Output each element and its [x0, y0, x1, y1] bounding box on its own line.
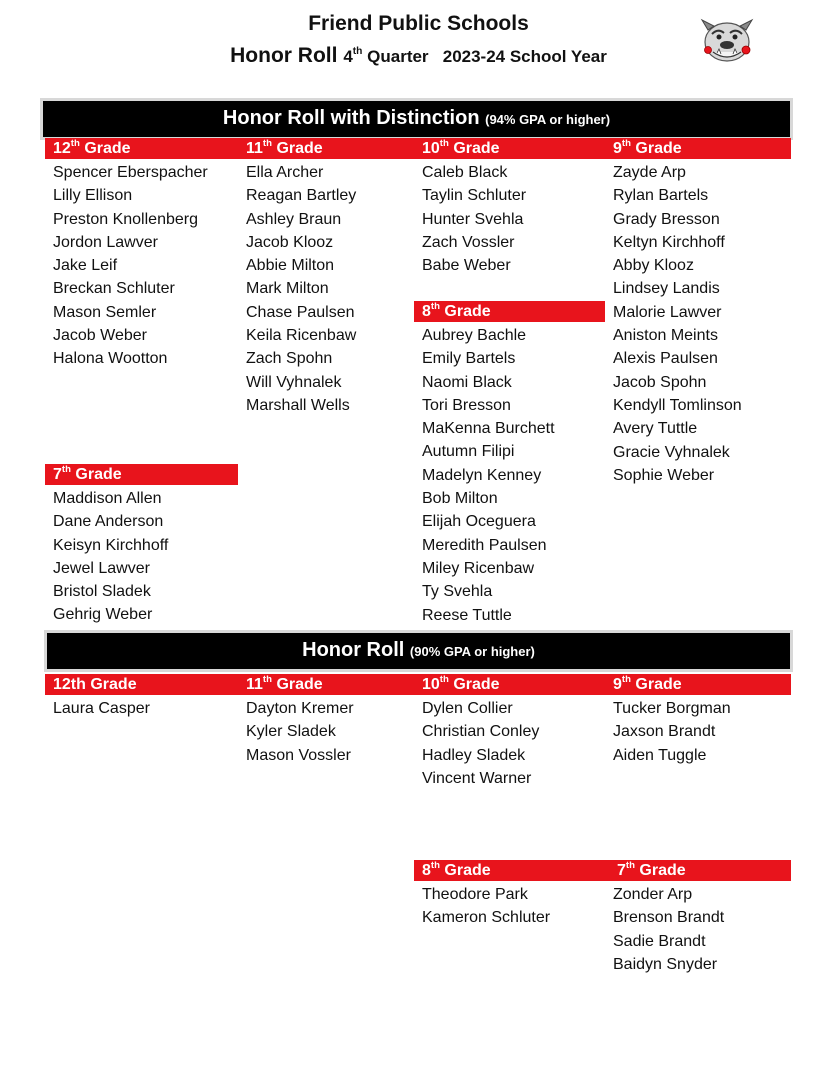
student-name: Abbie Milton — [246, 257, 335, 275]
distinction-banner — [43, 101, 790, 137]
distinction-grade-8-header: 8th Grade — [414, 301, 605, 322]
student-name: Zach Spohn — [246, 350, 333, 368]
student-name: Tucker Borgman — [613, 700, 731, 717]
student-name: Autumn Filipi — [422, 443, 515, 461]
student-name: Meredith Paulsen — [422, 536, 547, 554]
student-name: Kameron Schluter — [422, 909, 551, 927]
honor-grade-7-list — [613, 883, 724, 976]
student-name: Vincent Warner — [422, 769, 532, 787]
student-name: Marshall Wells — [246, 396, 350, 414]
distinction-grade-12-header: 12th Grade — [45, 138, 238, 159]
distinction-grade-12-list — [53, 161, 208, 371]
student-name: Aubrey Bachle — [422, 327, 527, 344]
student-name: Gehrig Weber — [53, 606, 153, 624]
student-name: Zayde Arp — [613, 164, 686, 181]
student-name: Gracie Vyhnalek — [613, 443, 730, 461]
honor-grade-8-list — [422, 883, 550, 930]
student-name: Reese Tuttle — [422, 606, 512, 624]
student-name: Babe Weber — [422, 257, 511, 275]
honor-grade-12-header: 12th Grade — [45, 674, 238, 695]
student-name: Dane Anderson — [53, 513, 164, 531]
title-main: Honor Roll — [230, 44, 338, 67]
student-name: Mason Vossler — [246, 746, 351, 764]
student-name: Reagan Bartley — [246, 187, 357, 205]
student-name: Preston Knollenberg — [53, 210, 198, 228]
student-name: Keisyn Kirchhoff — [53, 536, 169, 554]
honor-grade-7-header: 7th Grade — [605, 860, 791, 881]
student-name: Tori Bresson — [422, 396, 511, 414]
student-name: Madelyn Kenney — [422, 466, 542, 484]
student-name: Jewel Lawver — [53, 559, 150, 577]
school-name: Friend Public Schools — [308, 12, 529, 35]
quarter-word: Quarter — [367, 47, 429, 66]
student-name: Aiden Tuggle — [613, 746, 707, 764]
student-name: Brenson Brandt — [613, 909, 725, 927]
student-name: Will Vyhnalek — [246, 373, 342, 391]
student-name: Bob Milton — [422, 490, 498, 508]
student-name: Aniston Meints — [613, 327, 718, 345]
student-name: Dayton Kremer — [246, 700, 354, 717]
student-name: Sophie Weber — [613, 466, 715, 484]
distinction-grade-8-list — [422, 324, 555, 627]
honor-grade-8-header: 8th Grade — [414, 860, 605, 881]
student-name: Zach Vossler — [422, 233, 515, 251]
distinction-banner-title: Honor Roll with Distinction — [222, 107, 480, 129]
student-name: Hadley Sladek — [422, 746, 526, 764]
distinction-grade-11-header: 11th Grade — [238, 138, 414, 159]
student-name: Sadie Brandt — [613, 932, 706, 950]
student-name: Jordon Lawver — [53, 233, 158, 251]
student-name: Keltyn Kirchhoff — [613, 233, 725, 251]
distinction-banner-note: (94% GPA or higher) — [485, 112, 611, 127]
distinction-grade-9-list — [613, 161, 742, 487]
student-name: Ty Svehla — [422, 583, 493, 601]
student-name: Malorie Lawver — [613, 303, 722, 321]
student-name: Theodore Park — [422, 886, 528, 903]
student-name: Kendyll Tomlinson — [613, 396, 742, 414]
honor-grade-9-header: 9th Grade — [605, 674, 791, 695]
student-name: Jacob Spohn — [613, 373, 707, 391]
student-name: Rylan Bartels — [613, 187, 709, 205]
student-name: Maddison Allen — [53, 490, 162, 507]
student-name: Taylin Schluter — [422, 187, 527, 205]
student-name: Zonder Arp — [613, 886, 693, 903]
student-name: Alexis Paulsen — [613, 350, 718, 368]
student-name: MaKenna Burchett — [422, 420, 555, 438]
student-name: Ashley Braun — [246, 210, 342, 228]
student-name: Miley Ricenbaw — [422, 559, 535, 577]
student-name: Hunter Svehla — [422, 210, 524, 228]
student-name: Elijah Oceguera — [422, 513, 536, 531]
student-name: Bristol Sladek — [53, 583, 151, 601]
student-name: Jake Leif — [53, 257, 118, 275]
honor-grade-10-header: 10th Grade — [414, 674, 605, 695]
student-name: Emily Bartels — [422, 350, 516, 368]
distinction-grade-10-list — [422, 161, 526, 277]
school-year: 2023-24 School Year — [442, 47, 607, 66]
honor-roll-banner-title: Honor Roll — [302, 639, 405, 661]
student-name: Lindsey Landis — [613, 280, 720, 298]
student-name: Christian Conley — [422, 723, 540, 741]
honor-grade-12-list — [53, 697, 150, 720]
student-name: Jaxson Brandt — [613, 723, 716, 741]
distinction-grade-7-header: 7th Grade — [45, 464, 238, 485]
student-name: Lilly Ellison — [53, 187, 133, 205]
bulldog-mascot-icon — [698, 14, 756, 64]
distinction-grade-10-header: 10th Grade — [414, 138, 605, 159]
student-name: Chase Paulsen — [246, 303, 355, 321]
quarter-suffix: th — [352, 46, 363, 58]
student-name: Keila Ricenbaw — [246, 327, 357, 345]
student-name: Spencer Eberspacher — [53, 164, 208, 181]
student-name: Mark Milton — [246, 280, 329, 298]
honor-grade-9-list — [613, 697, 731, 767]
distinction-grade-9-header: 9th Grade — [605, 138, 791, 159]
honor-grade-11-header: 11th Grade — [238, 674, 414, 695]
quarter-number: 4 — [343, 47, 353, 66]
student-name: Abby Klooz — [613, 257, 694, 275]
student-name: Avery Tuttle — [613, 420, 698, 438]
student-name: Dylen Collier — [422, 700, 513, 717]
student-name: Kyler Sladek — [246, 723, 336, 741]
distinction-grade-11-list — [246, 161, 356, 417]
student-name: Jacob Klooz — [246, 233, 334, 251]
honor-roll-banner — [47, 633, 790, 669]
honor-grade-11-list — [246, 697, 354, 767]
student-name: Baidyn Snyder — [613, 955, 718, 973]
student-name: Naomi Black — [422, 373, 512, 391]
student-name: Mason Semler — [53, 303, 157, 321]
honor-roll-banner-note: (90% GPA or higher) — [409, 644, 535, 659]
student-name: Jacob Weber — [53, 327, 147, 345]
student-name: Ella Archer — [246, 164, 324, 181]
student-name: Grady Bresson — [613, 210, 720, 228]
student-name: Caleb Black — [422, 164, 508, 181]
student-name: Halona Wootton — [53, 350, 168, 368]
distinction-grade-7-list — [53, 487, 168, 627]
student-name: Laura Casper — [53, 700, 150, 717]
honor-grade-10-list — [422, 697, 539, 790]
student-name: Breckan Schluter — [53, 280, 175, 298]
